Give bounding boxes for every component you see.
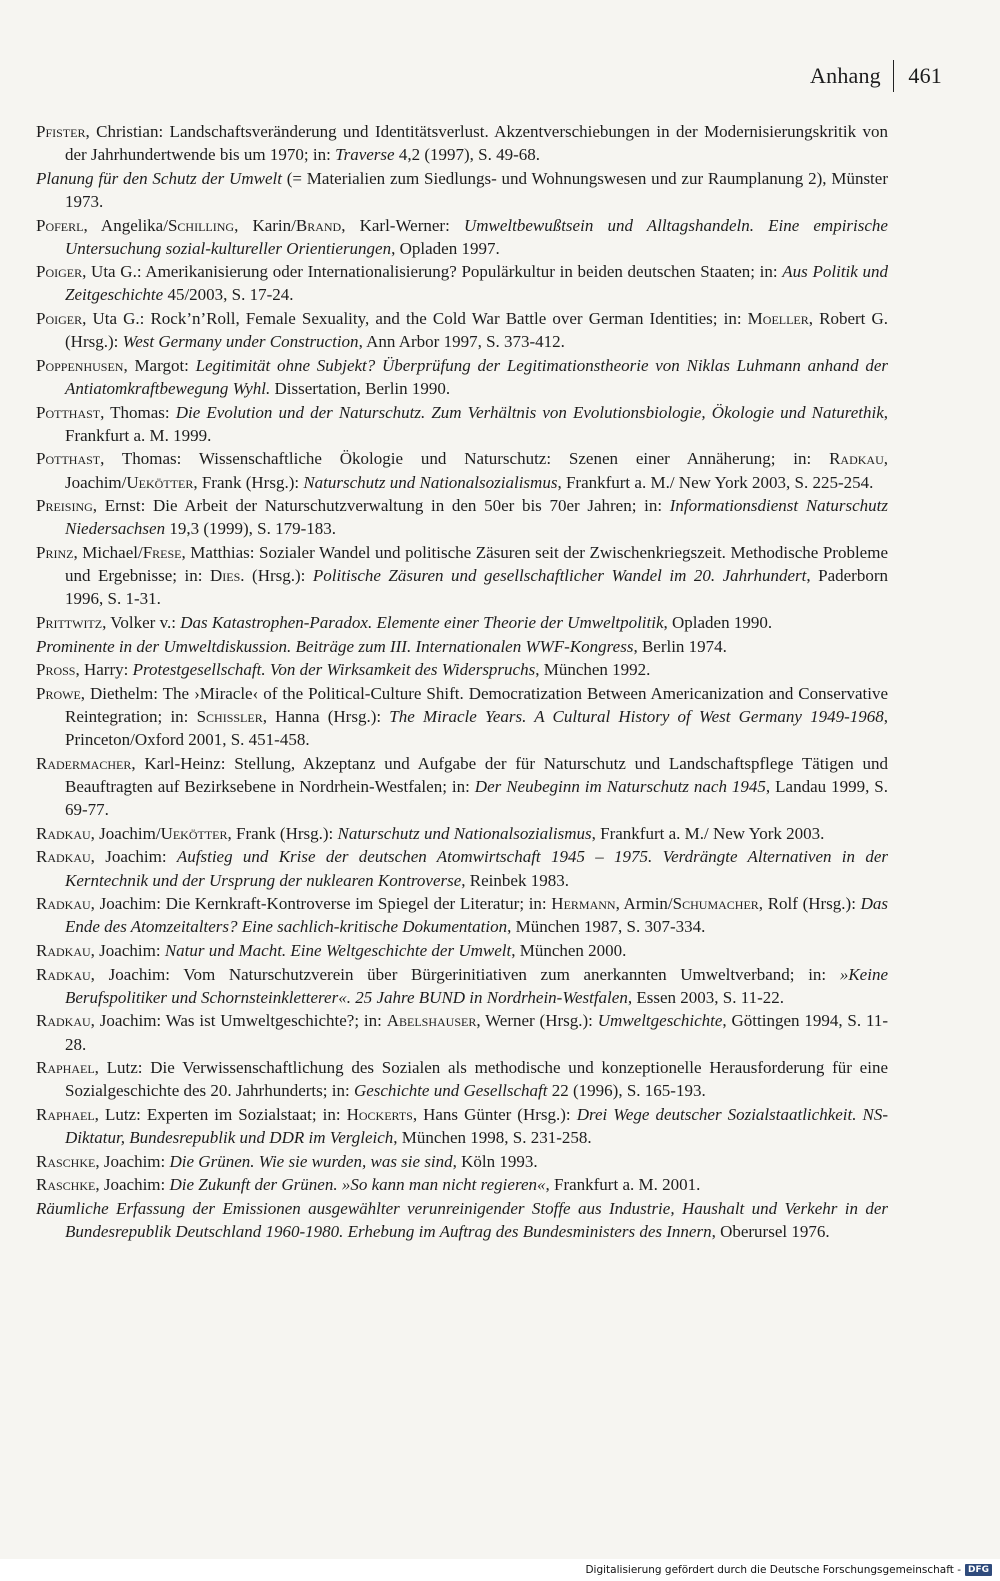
citation-text: , Hanna (Hrsg.): [262,707,390,727]
citation-text: , Matthias: Sozialer Wandel und politische Zäsuren seit der Zwischenkriegszeit. Methodische Probleme und Ergebnisse; in: [65,543,888,586]
bibliography-entry [36,1009,888,1055]
citation-text: , München 1987, S. 307-334. [507,917,706,937]
citation-text: , Opladen 1997. [391,238,500,258]
author-name: Prittwitz [36,612,103,632]
bibliography-entry [36,682,888,751]
author-name: Radkau [36,823,91,843]
citation-text: , Joachim: Vom Naturschutzverein über Bürgerinitiativen zum anerkannten Umweltverband; in: [90,964,840,984]
citation-text: , Oberursel 1976. [711,1222,830,1242]
bibliography-entry [36,401,888,447]
author-name: Schumacher [672,894,759,914]
citation-text: , Essen 2003, S. 11-22. [627,987,784,1007]
citation-text: , Joachim: Was ist Umweltgeschichte?; in: [90,1011,387,1031]
citation-text: , Thomas: Wissenschaftliche Ökologie und Naturschutz: Szenen einer Annäherung; in: [100,449,830,469]
citation-text: , München 1998, S. 231-258. [393,1128,592,1148]
author-name: Radkau [36,847,91,867]
bibliography-entry [36,1056,888,1102]
title-text: Das Ende des Atomzeitalters? Eine sachlich-kritische Dokumentation [65,894,888,937]
title-text: Protestgesellschaft. Von der Wirksamkeit des Widerspruchs [132,660,536,680]
citation-text: , Uta G.: Rock’n’Roll, Female Sexuality, and the Cold War Battle over German Identities; in: [82,309,748,329]
citation-text: , Werner (Hrsg.): [476,1011,598,1031]
bibliography-entry [36,1103,888,1149]
bibliography-entry [36,307,888,353]
dfg-logo: DFG [965,1564,992,1576]
citation-text: , Joachim: [95,1151,170,1171]
citation-text: , Joachim: [95,1175,170,1195]
bibliography-entry [36,494,888,540]
funding-credit: Digitalisierung gefördert durch die Deutsche Forschungsgemeinschaft - [585,1564,961,1576]
title-text: Planung für den Schutz der Umwelt [36,168,282,188]
citation-text: , Robert G. (Hrsg.): [65,309,888,352]
author-name: Radkau [36,1011,91,1031]
citation-text: , Volker v.: [102,612,181,632]
title-text: Die Zukunft der Grünen. »So kann man nicht regieren« [169,1175,546,1195]
title-text: Das Katastrophen-Paradox. Elemente einer Theorie der Umweltpolitik [180,612,664,632]
author-name: Moeller [747,309,809,329]
citation-text: , München 1992. [535,660,651,680]
bibliography-entry [36,354,888,400]
citation-text: , Karin/ [234,215,296,235]
author-name: Schissler [196,707,263,727]
citation-text: , Rolf (Hrsg.): [758,894,861,914]
citation-text: , Paderborn 1996, S. 1-31. [65,566,889,609]
citation-text: , Karl-Heinz: Stellung, Akzeptanz und Aufgabe der für Naturschutz und Landschaftspflege Tätigen und Beauftragten auf Bezirksebene in Nordrhein-Westfalen; in: [65,753,888,796]
author-name: Raschke [36,1175,96,1195]
author-name: Schilling [167,215,235,235]
author-name: Prinz [36,543,74,563]
author-name: Pross [36,660,76,680]
citation-text: , Lutz: Experten im Sozialstaat; in: [94,1105,347,1124]
title-text: Natur und Macht. Eine Weltgeschichte der Umwelt [164,940,512,960]
citation-text: , Göttingen 1994, S. 11-28. [65,1011,889,1054]
citation-text: , Joachim/ [65,449,888,492]
title-text: Politische Zäsuren und gesellschaftlicher Wandel im 20. Jahrhundert [312,566,807,586]
bibliography-entry [36,939,888,962]
author-name: Prowe [36,683,81,703]
bibliography-entry [36,892,888,938]
bibliography-entry [36,1150,888,1173]
citation-text: , Armin/ [615,894,673,914]
running-head [810,60,942,92]
citation-text: , Ernst: Die Arbeit der Naturschutzverwaltung in den 50er bis 70er Jahren; in: [92,496,670,516]
citation-text: , Ann Arbor 1997, S. 373-412. [358,332,565,352]
author-name: Radermacher [36,753,132,773]
bibliography-entry [36,611,888,634]
citation-text: , Christian: Landschaftsveränderung und Identitätsverlust. Akzentverschiebungen in der Modernisierungskritik von der Jahrhundertwende bis um 1970; in: [65,122,888,165]
citation-text: , Joachim: Die Kernkraft-Kontroverse im Spiegel der Literatur; in: [90,894,552,914]
citation-text: . (Hrsg.): [240,566,313,586]
citation-text: , Reinbek 1983. [461,870,569,890]
author-name: Raschke [36,1151,96,1171]
author-name: Poiger [36,309,83,329]
title-text: Geschichte und Gesellschaft [353,1081,548,1101]
title-text: Der Neubeginn im Naturschutz nach 1945 [474,776,766,796]
citation-text: , Princeton/Oxford 2001, S. 451-458. [65,707,889,750]
citation-text: , Harry: [75,660,133,680]
citation-text: , Margot: [123,355,196,375]
author-name: Radkau [36,964,91,984]
author-name: Raphael [36,1105,95,1124]
citation-text: , Frank (Hrsg.): [227,823,338,843]
bibliography-entry [36,752,888,821]
author-name: Poppenhusen [36,355,124,375]
author-name: Potthast [36,449,101,469]
title-text: Traverse [335,145,395,165]
citation-text: Dissertation, Berlin 1990. [270,379,451,398]
bibliography-entry [36,167,888,213]
title-text: Aufstieg und Krise der deutschen Atomwirtschaft 1945 – 1975. Verdrängte Alternativen in der Kerntechnik und der Ursprung der nuklearen Kontroverse [65,847,888,890]
citation-text: , Karl-Werner: [341,215,464,235]
citation-text: 22 (1996), S. 165-193. [547,1081,706,1101]
citation-text: , Angelika/ [83,215,168,235]
page-number: 461 [908,63,942,88]
citation-text: , Frank (Hrsg.): [193,472,304,492]
author-name: Frese [142,543,182,563]
author-name: Poiger [36,262,83,282]
bibliography-entry [36,845,888,891]
author-name: Preising [36,496,93,516]
bibliography-entry [36,635,888,658]
author-name: Radkau [36,940,91,960]
title-text: Räumliche Erfassung der Emissionen ausgewählter verunreinigender Stoffe aus Industrie, Haushalt und Verkehr in der Bundesrepublik Deutschland 1960-1980. Erhebung im Auftrag des Bundesministers des Innern [36,1199,888,1242]
bibliography-entry [36,120,888,166]
digitization-footer [0,1559,1000,1581]
author-name: Raphael [36,1058,95,1078]
bibliography-entry [36,658,888,681]
author-name: Abelshauser [386,1011,477,1031]
citation-text: , Frankfurt a. M. 1999. [65,402,889,445]
citation-text: , Joachim: [90,847,177,867]
author-name: Potthast [36,402,101,422]
citation-text: , Köln 1993. [452,1151,538,1171]
citation-text: (= Materialien zum Siedlungs- und Wohnungswesen und zur Raumplanung 2), Münster 1973. [65,168,888,211]
title-text: Aus Politik und Zeitgeschichte [65,262,888,305]
title-text: Naturschutz und Nationalsozialismus [303,472,558,492]
title-text: West Germany under Construction [122,332,359,352]
author-name: Uekötter [126,472,194,492]
author-name: Dies [210,566,241,586]
title-text: Umweltbewußtsein und Alltagshandeln. Eine empirische Untersuchung sozial-kultureller Orientierungen [65,215,888,258]
bibliography-entry [36,214,888,260]
citation-text: , Uta G.: Amerikanisierung oder Internationalisierung? Populärkultur in beiden deutschen Staaten; in: [82,262,783,282]
author-name: Brand [295,215,342,235]
citation-text: , Joachim/ [90,823,161,843]
author-name: Radkau [36,894,91,914]
author-name: Uekötter [160,823,228,843]
bibliography-entry [36,260,888,306]
citation-text: , Berlin 1974. [633,636,727,656]
title-text: »Keine Berufspolitiker und Schornsteinkletterer«. 25 Jahre BUND in Nordrhein-Westfalen [65,964,888,1007]
citation-text: , München 2000. [511,940,627,960]
bibliography-entry [36,447,888,493]
citation-text: , Hans Günter (Hrsg.): [412,1105,577,1124]
citation-text: 4,2 (1997), S. 49-68. [394,145,541,165]
title-text: Legitimität ohne Subjekt? Überprüfung der Legitimationstheorie von Niklas Luhmann anhand der Antiatomkraftbewegung Wyhl. [65,355,888,398]
bibliography-list [36,120,888,1244]
title-text: Umweltgeschichte [597,1011,723,1031]
title-text: Die Evolution und der Naturschutz. Zum Verhältnis von Evolutionsbiologie, Ökologie und Naturethik [175,402,884,422]
title-text: Die Grünen. Wie sie wurden, was sie sind [169,1151,453,1171]
author-name: Hockerts [346,1105,413,1124]
citation-text: 19,3 (1999), S. 179-183. [165,519,337,539]
citation-text: , Thomas: [100,402,176,422]
citation-text: 45/2003, S. 17-24. [163,285,294,305]
author-name: Pfister [36,122,86,141]
bibliography-entry [36,1197,888,1243]
author-name: Hermann [551,894,616,914]
citation-text: , Frankfurt a. M./ New York 2003. [591,823,825,843]
bibliography-entry [36,541,888,610]
title-text: Prominente in der Umweltdiskussion. Beiträge zum III. Internationalen WWF-Kongress [36,636,634,656]
title-text: The Miracle Years. A Cultural History of West Germany 1949-1968 [389,707,884,727]
citation-text: , Diethelm: The ›Miracle‹ of the Political-Culture Shift. Democratization Between Americanization and Conservative Reintegration; in: [65,683,888,727]
citation-text: , Opladen 1990. [663,612,773,632]
title-text: Naturschutz und Nationalsozialismus [337,823,592,843]
citation-text: , Landau 1999, S. 69-77. [65,776,888,820]
section-title: Anhang [810,63,881,88]
citation-text: , Michael/ [73,543,143,563]
title-text: Informationsdienst Naturschutz Niedersachsen [65,496,888,539]
citation-text: , Frankfurt a. M. 2001. [545,1175,701,1195]
bibliography-entry [36,822,888,845]
title-text: Drei Wege deutscher Sozialstaatlichkeit. NS-Diktatur, Bundesrepublik und DDR im Vergleich [65,1105,889,1148]
author-name: Radkau [829,449,884,469]
citation-text: , Joachim: [90,940,165,960]
author-name: Poferl [36,215,84,235]
bibliography-entry [36,1173,888,1196]
bibliography-entry [36,963,888,1009]
citation-text: , Lutz: Die Verwissenschaftlichung des Sozialen als methodische und konzeptionelle Herausforderung für eine Sozialgeschichte des 20. Jahrhunderts; in: [65,1058,888,1101]
citation-text: , Frankfurt a. M./ New York 2003, S. 225-254. [557,472,874,492]
